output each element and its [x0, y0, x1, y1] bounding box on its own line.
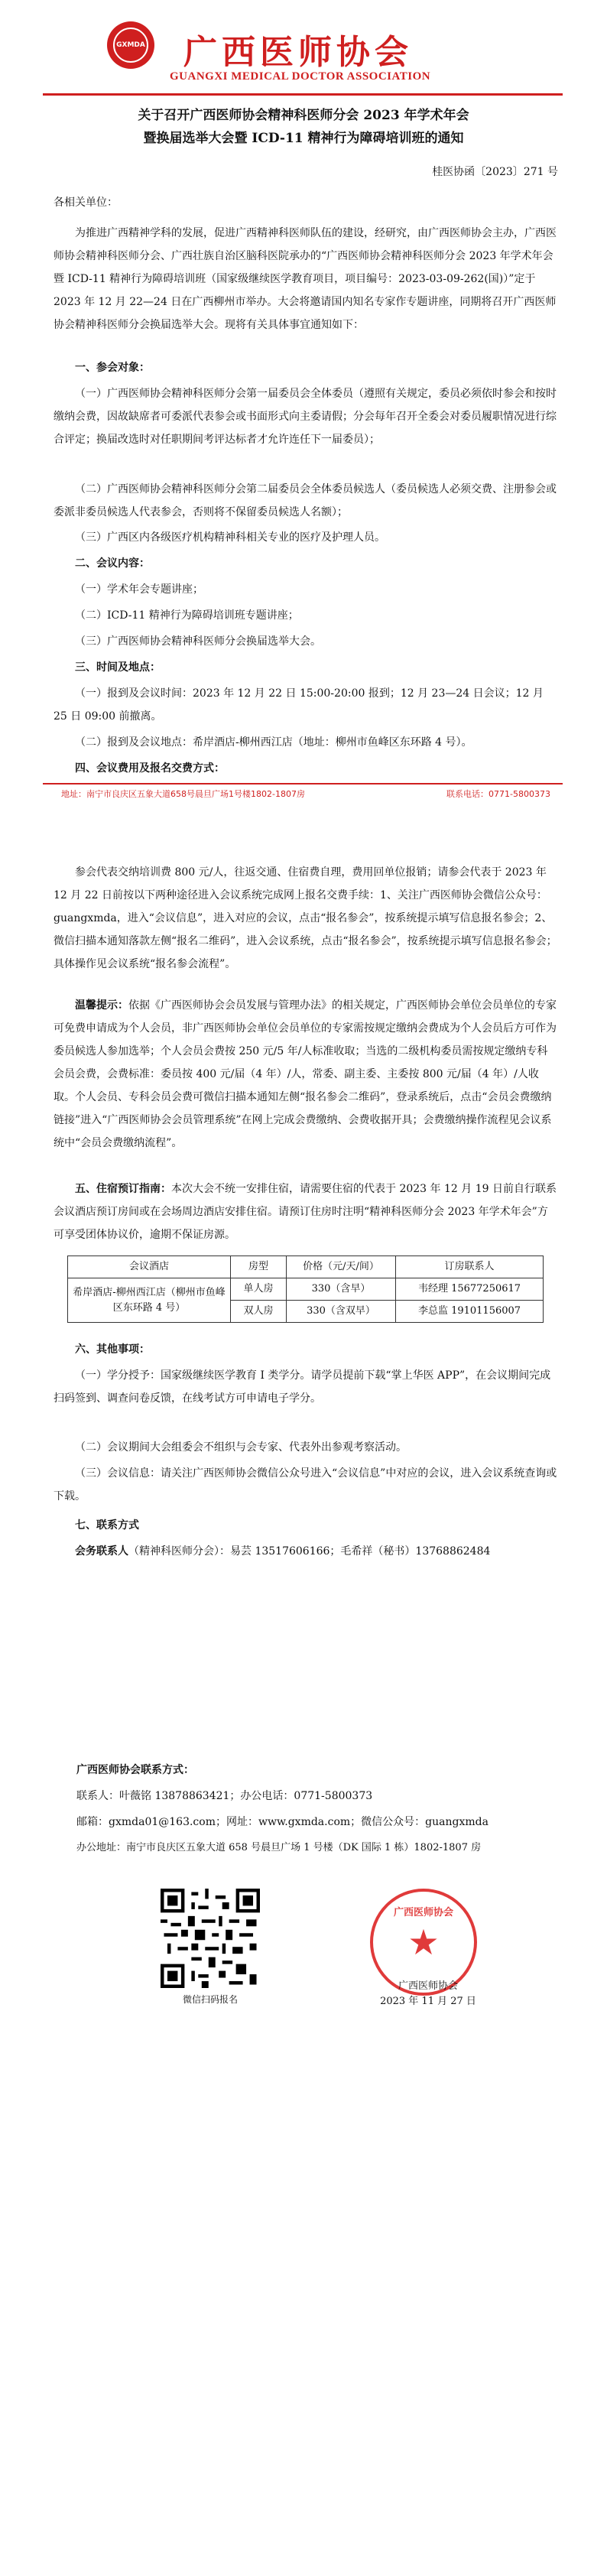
org-contact-phone: 联系人：叶薇铭 13878863421；办公电话：0771-5800373: [76, 1790, 373, 1802]
sec5-paragraph: [54, 1178, 558, 1246]
tip-label: 温馨提示：: [75, 999, 128, 1012]
hotel-table-wrap: [67, 1256, 544, 1323]
contact-text: （精神科医师分会）：易芸 13517606166；毛希祥（秘书）13768862484: [128, 1545, 491, 1558]
price-cell: 330（含早）: [287, 1278, 396, 1301]
footer-phone: 联系电话：0771-5800373: [446, 789, 550, 799]
org-contact-heading: 广西医师协会联系方式：: [76, 1764, 194, 1776]
sec5-text: 本次大会不统一安排住宿，请需要住宿的代表于 2023 年 12 月 19 日前自行联系会议酒店预订房间或在会场周边酒店安排住宿。请预订住房时注明“精神科医师分会 2023 年学术年会”方可享受团体协议价，逾期不保证房源。: [54, 1183, 557, 1241]
sec2-item: （三）广西医师协会精神科医师分会换届选举大会。: [75, 635, 321, 648]
contact-cell: 韦经理 15677250617: [396, 1278, 544, 1301]
org-name-en: GUANGXI MEDICAL DOCTOR ASSOCIATION: [170, 70, 431, 83]
org-contact-mail: 邮箱：gxmda01@163.com；网址：www.gxmda.com；微信公众号：guangxmda: [76, 1816, 489, 1828]
room-type-cell: 双人房: [231, 1301, 287, 1323]
logo: [107, 21, 154, 69]
sec2-item: （一）学术年会专题讲座；: [75, 583, 203, 596]
table-header-cell: 价格（元/天/间）: [287, 1256, 396, 1278]
sec2-item: （二）ICD-11 精神行为障碍培训班专题讲座；: [75, 609, 299, 622]
svg-text:★: ★: [407, 1921, 440, 1963]
sec6-item: （二）会议期间大会组委会不组织与会专家、代表外出参观考察活动。: [75, 1441, 407, 1454]
table-header-cell: 会议酒店: [68, 1256, 231, 1278]
doc-title-line1: 关于召开广西医师协会精神科医师分会 2023 年学术年会: [138, 108, 469, 123]
contact-cell: 李总监 19101156007: [396, 1301, 544, 1323]
signature-date: 2023 年 11 月 27 日: [380, 1996, 476, 2007]
sec3-heading: 三、时间及地点：: [75, 661, 161, 674]
hotel-name-cell: 希岸酒店-柳州西江店（柳州市鱼峰区东环路 4 号）: [68, 1278, 231, 1323]
org-name-cn: 广西医师协会: [183, 33, 413, 72]
sec4-heading: 四、会议费用及报名交费方式：: [75, 762, 225, 775]
sec1-item: （二）广西医师协会精神科医师分会第二届委员会全体委员候选人（委员候选人必须交费、注册参会或委派非委员候选人代表参会，否则将不保留委员候选人名额）；: [54, 483, 557, 518]
logo-text: GXMDA: [113, 28, 148, 63]
header-divider: [43, 93, 563, 96]
doc-number: 桂医协函〔2023〕271 号: [432, 166, 558, 178]
sec5-heading: 五、住宿预订指南：: [75, 1183, 171, 1195]
hotel-table: [67, 1256, 544, 1323]
sec3-item: （一）报到及会议时间：2023 年 12 月 22 日 15:00-20:00 报到；12 月 23—24 日会议；12 月 25 日 09:00 前撤离。: [54, 687, 544, 723]
contact-label: 会务联系人: [75, 1545, 128, 1558]
table-header-row: [68, 1256, 544, 1278]
sec6-item: （一）学分授予：国家级继续医学教育 I 类学分。请学员提前下载“掌上华医 APP”，在会议期间完成扫码签到、调查问卷反馈，在线考试方可申请电子学分。: [54, 1369, 551, 1405]
salutation: 各相关单位：: [54, 197, 118, 209]
fees-paragraph: 参会代表交纳培训费 800 元/人，往返交通、住宿费自理，费用回单位报销；请参会代表于 2023 年 12 月 22 日前按以下两种途径进入会议系统完成网上报名交费手续：1、关注广西医师协会微信公众号：guangxmda，进入“会议信息”，进入对应的会议，点击“报名参会”，按系统提示填写信息报名参会；2、微信扫描本通知落款左侧“报名二维码”，进入会议系统，点击“报名参会”，按系统提示填写信息报名参会；具体操作见会议系统“报名参会流程”。: [54, 866, 557, 970]
sec6-item: （三）会议信息：请关注广西医师协会微信公众号进入“会议信息”中对应的会议，进入会议系统查询或下载。: [54, 1467, 557, 1502]
registration-qr-code[interactable]: [161, 1889, 260, 1988]
sec1-item: （三）广西区内各级医疗机构精神科相关专业的医疗及护理人员。: [75, 531, 385, 544]
org-contact-address: 办公地址：南宁市良庆区五象大道 658 号晨旦广场 1 号楼（DK 国际 1 栋）1802-1807 房: [76, 1842, 482, 1853]
sec3-item: （二）报到及会议地点：希岸酒店-柳州西江店（地址：柳州市鱼峰区东环路 4 号）。: [75, 736, 472, 749]
price-cell: 330（含双早）: [287, 1301, 396, 1323]
sec2-heading: 二、会议内容：: [75, 557, 150, 570]
tip-text: 依据《广西医师协会会员发展与管理办法》的相关规定，广西医师协会单位会员单位的专家可免费申请成为个人会员，非广西医师协会单位会员单位的专家需按规定缴纳会费成为个人会员后方可作为委员候选人参加选举；个人会员会费按 250 元/5 年/人标准收取；当选的二级机构委员需按规定缴纳专科会员会费，会费标准：委员按 400 元/届（4 年）/人，常委、副主委、主委按 800 元/届（4 年）/人收取。个人会员、专科会员会费可微信扫描本通知左侧“报名参会二维码”，登录系统后，点击“会员会费缴纳链接”进入“广西医师协会会员管理系统”在网上完成会费缴纳、会费收据开具；会费缴纳操作流程见会议系统中“会员会费缴纳流程”。: [54, 999, 557, 1149]
sec1-heading: 一、参会对象：: [75, 362, 150, 374]
table-header-cell: 房型: [231, 1256, 287, 1278]
footer-address: 地址：南宁市良庆区五象大道658号晨旦广场1号楼1802-1807房: [61, 789, 305, 799]
seal-text: 广西医师协会: [393, 1907, 453, 1918]
sec6-heading: 六、其他事项：: [75, 1343, 150, 1356]
room-type-cell: 单人房: [231, 1278, 287, 1301]
table-row: [68, 1278, 544, 1301]
intro-paragraph: 为推进广西精神学科的发展，促进广西精神科医师队伍的建设，经研究，由广西医师协会主办，广西医师协会精神科医师分会、广西壮族自治区脑科医院承办的“广西医师协会精神科医师分会 2023 年学术年会暨 ICD-11 精神行为障碍培训班（国家级继续医学教育项目，项目编号：2023-03-09-262(国)）”定于 2023 年 12 月 22—24 日在广西柳州市举办。大会将邀请国内知名专家作专题讲座，同期将召开广西医师协会精神科医师分会换届选举大会。现将有关具体事宜通知如下：: [54, 227, 557, 331]
table-header-cell: 订房联系人: [396, 1256, 544, 1278]
doc-title-line2: 暨换届选举大会暨 ICD-11 精神行为障碍培训班的通知: [143, 131, 464, 146]
tip-paragraph: [54, 994, 558, 1155]
sec7-heading: 七、联系方式: [75, 1519, 139, 1532]
signature-org: 广西医师协会: [398, 1980, 458, 1992]
sec1-item: （一）广西医师协会精神科医师分会第一届委员会全体委员（遵照有关规定，委员必须依时参会和按时缴纳会费，因故缺席者可委派代表参会或书面形式向主委请假；分会每年召开全委会对委员履职情况进行综合评定；换届改选时对任职期间考评达标者才允许连任下一届委员）；: [54, 388, 557, 446]
sec7-contact: [54, 1540, 558, 1563]
footer-divider: [43, 783, 563, 784]
qr-caption: 微信扫码报名: [182, 1994, 238, 2005]
